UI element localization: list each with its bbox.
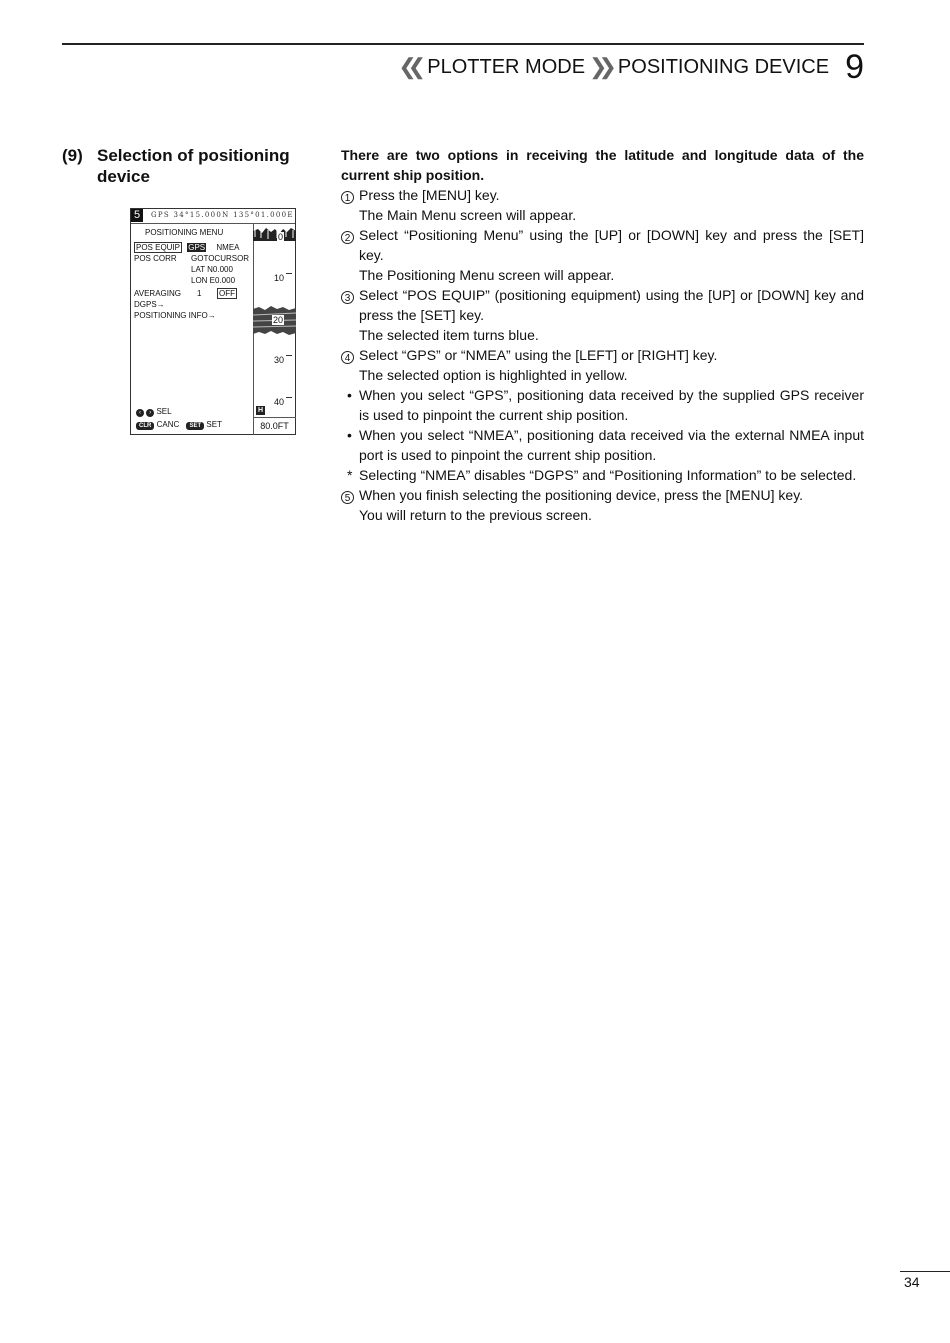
step-text: When you finish selecting the positioning device, press the [MENU] key. [359, 487, 804, 503]
step-marker: 1 [341, 191, 354, 204]
asterisk-icon: * [347, 467, 353, 483]
chevron-left-icon: ❮❮ [398, 54, 418, 79]
step-3 [341, 285, 864, 325]
bullet-icon: • [347, 427, 352, 443]
page-number: 34 [904, 1274, 920, 1290]
key-hints [136, 420, 222, 430]
breadcrumb-plotter-mode: PLOTTER MODE [427, 55, 586, 78]
display-screenshot [130, 208, 296, 435]
depth-scale-panel [253, 223, 296, 435]
step-4-result: The selected option is highlighted in yellow. [359, 367, 628, 383]
step-3-result: The selected item turns blue. [359, 327, 539, 343]
menu-title: POSITIONING MENU [145, 228, 224, 237]
pos-corr-label: POS CORR [134, 254, 177, 263]
step-text: Select “POS EQUIP” (positioning equipment) using the [UP] or [DOWN] key and press the [SET] key. [359, 287, 864, 323]
chevron-right-icon: ❯❯ [589, 54, 608, 79]
note-text: Selecting “NMEA” disables “DGPS” and “Positioning Information” to be selected. [359, 467, 857, 483]
canc-label: CANC [156, 420, 180, 429]
step-text: Press the [MENU] key. [359, 187, 500, 203]
bullet-text: When you select “NMEA”, positioning data received via the external NMEA input port is used to pinpoint the current ship position. [359, 427, 864, 463]
step-1-result: The Main Menu screen will appear. [359, 207, 577, 223]
step-text: Select “Positioning Menu” using the [UP] or [DOWN] key and press the [SET] key. [359, 227, 864, 263]
depth-tick [286, 397, 292, 398]
averaging-label: AVERAGING [134, 289, 181, 298]
section-number: (9) [62, 146, 83, 165]
pos-corr-value: GOTOCURSOR [191, 254, 250, 263]
right-arrow-icon: › [146, 409, 154, 417]
averaging-state [217, 289, 237, 299]
clr-key-icon: CLR [136, 422, 154, 430]
averaging-state-box: OFF [219, 289, 235, 298]
section-title: Selection of positioning device [97, 146, 290, 186]
bullet-nmea [341, 425, 864, 465]
bottom-rule [900, 1271, 950, 1272]
top-rule [62, 43, 864, 45]
depth-mark-10: 10 [273, 273, 284, 283]
bullet-text: When you select “GPS”, positioning data received by the supplied GPS receiver is used to pinpoint the current ship position. [359, 387, 864, 423]
step-marker: 2 [341, 231, 354, 244]
intro-text: There are two options in receiving the latitude and longitude data of the current ship position. [341, 147, 864, 183]
instructions [341, 145, 864, 525]
step-marker: 4 [341, 351, 354, 364]
breadcrumb-positioning-device: POSITIONING DEVICE [617, 55, 830, 78]
sel-label: SEL [156, 407, 172, 416]
depth-tick [286, 273, 292, 274]
range-value: 80.0FT [253, 417, 296, 435]
option-gps: GPS [188, 243, 206, 252]
depth-mark-0: 0 [277, 232, 283, 242]
lon-value: LON E0.000 [191, 276, 236, 285]
pos-equip-label: POS EQUIP [136, 243, 181, 252]
step-marker: 3 [341, 291, 354, 304]
gps-position-readout: GPS 34°15.000N 135°01.000E [151, 211, 294, 219]
positioning-info-item: POSITIONING INFO→ [134, 311, 216, 320]
menu-row-pos-equip [134, 243, 240, 253]
step-1 [341, 185, 864, 205]
note [341, 465, 864, 485]
screen-status-bar [131, 209, 295, 224]
chapter-number: 9 [845, 47, 864, 86]
sel-hint [136, 407, 172, 417]
page-header [398, 48, 864, 86]
depth-mark-20: 20 [272, 315, 283, 325]
depth-tick [286, 355, 292, 356]
dgps-item: DGPS→ [134, 300, 165, 309]
averaging-value: 1 [197, 289, 202, 298]
bullet-icon: • [347, 387, 352, 403]
option-nmea: NMEA [216, 243, 240, 252]
step-2 [341, 225, 864, 265]
screen-page-number: 5 [131, 209, 143, 222]
menu-row-pos-corr [134, 254, 177, 264]
set-key-icon: SET [186, 422, 204, 430]
step-4 [341, 345, 864, 365]
range-badge: H [257, 407, 264, 414]
depth-mark-40: 40 [273, 397, 284, 407]
step-2-result: The Positioning Menu screen will appear. [359, 267, 615, 283]
step-5 [341, 485, 864, 505]
step-text: Select “GPS” or “NMEA” using the [LEFT] or [RIGHT] key. [359, 347, 718, 363]
positioning-menu [131, 223, 254, 435]
depth-mark-30: 30 [273, 355, 284, 365]
left-arrow-icon: ‹ [136, 409, 144, 417]
set-label: SET [206, 420, 222, 429]
bullet-gps [341, 385, 864, 425]
step-marker: 5 [341, 491, 354, 504]
lat-value: LAT N0.000 [191, 265, 233, 274]
step-5-result: You will return to the previous screen. [359, 507, 592, 523]
